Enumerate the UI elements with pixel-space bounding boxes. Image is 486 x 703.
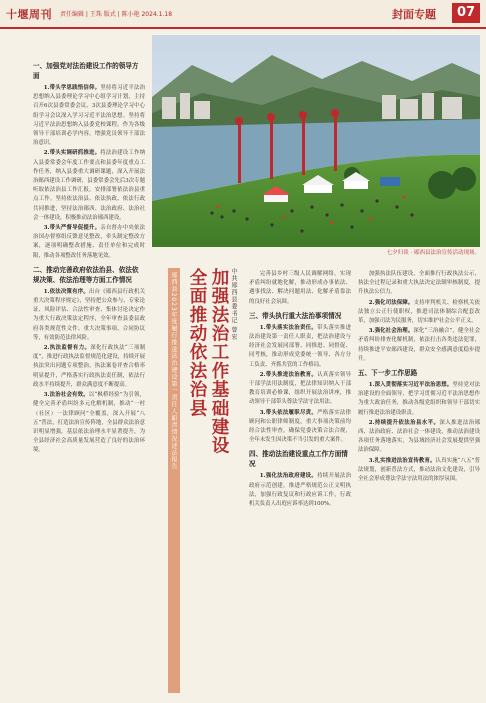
article-subtitle: 郧西县2023年度履行推进法治建设第一责任人职责情况述法报告 (170, 272, 177, 471)
paragraph-text: 加强执法队伍建设，全面推行行政执法公示，执法全过程记录和重大执法决定法制审核制度，提升执法公信力。 (358, 271, 480, 296)
body-paragraph (358, 270, 480, 298)
paragraph-text: 完善县乡村三级人民调解网络，实现矛盾纠纷就地化解，推动形成办事依法、遇事找法、解决问题用法、化解矛盾靠法的良好社会氛围。 (249, 271, 351, 305)
paragraph-lead: 2.带头实调研抓推进。 (43, 150, 101, 157)
paragraph-text: 认真落实领导干部学法用法制度，把法律知识纳入干部教育培训必修课，组织开展法治讲座，推动领导干部带头尊法学法守法用法。 (249, 371, 351, 406)
event-photo-illustration (152, 35, 480, 247)
header-rule (0, 27, 486, 29)
paragraph-text: 支持审判机关、检察机关依法独立公正行使职权，推进司法体制综合配套改革，加强司法为民服务，切实维护社会公平正义。 (358, 299, 480, 325)
body-paragraph (358, 419, 480, 456)
body-paragraph (249, 409, 351, 446)
paragraph-text: 坚持将习近平法治思想纳入县委理论学习中心组学习计划，主持召开6次县委常委会议、3次县委理论学习中心组学习会议深入学习习近平法治思想。坚持将习近平法治思想纳入县委党校课程，作为各级领导干部培训必学内容，增强党员领导干部法治意识。 (33, 85, 145, 147)
paragraph-text: 认真实施“八五”普法规划，创新普法方式，推动法治文化建设，引导全社会形成尊法学法守法用法的浓厚氛围。 (358, 457, 480, 483)
article-author: 中共郧西县委书记 曾宏 (230, 268, 237, 341)
section-heading: 四、推动法治建设重点工作方面情况 (249, 450, 348, 469)
paragraph-lead: 3.带头依法履职尽责。 (259, 409, 318, 416)
masthead-logo: 十堰周刊 (6, 8, 52, 21)
paragraph-text: 深化行政执法“三项制度”，推进行政执法监督规范化建设，持续开展执法突出问题专项整治，执法案卷评查合格率明显提升，严格落实行政执法责任制，依法行政水平持续提升，群众满意度不断提高。 (33, 345, 145, 388)
paragraph-lead: 1.强化法治政府建设。 (259, 473, 318, 480)
article-title-line: 全面推动依法治县 (187, 268, 207, 418)
section-title: 封面专题 (392, 8, 436, 21)
paragraph-lead: 3.法治社会有效。 (43, 392, 89, 399)
body-paragraph (33, 149, 145, 223)
photo-caption: 七夕归谈 · 郧西县法治宣传活动现场。 (386, 250, 480, 256)
article-column-4 (358, 270, 480, 690)
paragraph-lead: 3.带头严督导促提升。 (43, 225, 101, 232)
paragraph-text: 将法治建设工作纳入县委常委会年度工作要点和县委年度重点工作任务，纳入县委重大调研课题，深入开展法治郧西建设工作调研，县委常委会先后3次专题听取依法治县工作汇报，安排部署依法治县重点工作。坚持依法治县、依法执政、依法行政共同推进，坚持法治郧西、法治政府、法治社会一体建设，积极推动法治郧西建设。 (33, 150, 145, 221)
section-heading: 三、带头执行重大法治事项情况 (249, 311, 342, 320)
paragraph-lead: 1.深入贯彻落实习近平法治思想。 (368, 382, 453, 389)
paragraph-lead: 1.带头落实法治责任。 (259, 324, 318, 331)
body-paragraph (33, 224, 145, 261)
article-column-3 (249, 270, 351, 690)
body-paragraph (249, 270, 351, 307)
paragraph-lead: 2.强化司法保障。 (368, 299, 414, 306)
event-photo (152, 35, 480, 247)
paragraph-lead: 2.执法监督有力。 (43, 345, 91, 352)
body-paragraph (249, 371, 351, 408)
section-heading: 二、推动完善政府依法治县、依法依规决策、依法治理等方面工作情况 (33, 265, 139, 284)
article-title-line: 加强法治工作基础建设 (209, 268, 229, 455)
article-column-1 (33, 57, 145, 697)
paragraph-text: 带头落实推进法治建设第一责任人职责，把法治建设与经济社会发展同部署、同推进、同督促、同考核，推动形成党委统一领导、各方分工负责、齐抓共管的工作格局。 (249, 324, 351, 368)
body-paragraph (249, 472, 351, 509)
section-heading: 一、加强党对法治建设工作的领导方面 (33, 62, 139, 80)
page-number: 07 (452, 3, 480, 23)
paragraph-text: 持续开展法治政府示范创建，推进严格规范公正文明执法，加强行政复议和行政应诉工作，行政机关负责人出庭应诉率达到100%。 (249, 473, 351, 508)
body-paragraph (358, 327, 480, 364)
paragraph-lead: 3.强化社会治理。 (368, 328, 414, 335)
paragraph-text: 亲自督办中央依法治国办督察组反馈意见整改，牵头制定整改方案，逐项明确整改措施、责任单位和完成时限，推动各项整改任务落地见效。 (33, 225, 145, 259)
body-paragraph (358, 381, 480, 418)
paragraph-text: 以“枫桥经验”为引领，健全完善矛盾纠纷多元化解机制，推动“一村（社区）一法律顾问”全覆盖，深入开展“八五”普法，打造法治宣传阵地，全县群众法治意识明显增强，基层依法治理水平显著提升，为全县经济社会高质量发展营造了良好的法治环境。 (33, 392, 145, 454)
body-paragraph (33, 288, 145, 343)
section-heading: 五、下一步工作思路 (358, 369, 418, 378)
editor-credits: 责任编辑 | 王珠 版式 | 陈小艳 2024.1.18 (60, 11, 173, 18)
paragraph-lead: 2.带头推进法治教育。 (259, 371, 318, 378)
body-paragraph (358, 457, 480, 485)
paragraph-text: 深化“三治融合”，健全社会矛盾纠纷排查化解机制，依法打击各类违法犯罪，持续推进平安郧西建设，群众安全感满意度稳步提升。 (358, 328, 480, 362)
paragraph-lead: 1.带头学思践悟信仰。 (43, 85, 101, 91)
paragraph-lead: 3.扎实推进法治宣传教育。 (368, 457, 436, 464)
paragraph-lead: 2.持续提升依法治县水平。 (368, 419, 440, 426)
body-paragraph (358, 299, 480, 327)
body-paragraph (33, 391, 145, 455)
body-paragraph (33, 344, 145, 390)
paragraph-text: 深入推进法治郧西、法治政府、法治社会一体建设，推动法治建设各项任务落地落实，为县域经济社会发展提供坚强法治保障。 (358, 419, 480, 454)
paragraph-text: 出台《郧西县行政机关重大决策程序规定》，坚持把公众参与、专家论证、风险评估、合法性审查、集体讨论决定作为重大行政决策法定程序，全年审查县委县政府各类规范性文件、重大决策事项、合同协议等，有效防范法律风险。 (33, 288, 145, 341)
paragraph-text: 严格落实法律顾问和公职律师制度，重大事项决策前均经合法性审查，确保党委决策合法合规，全年未发生因决策不当引发的重大案件。 (249, 409, 351, 444)
body-paragraph (249, 324, 351, 370)
article-title (186, 268, 230, 688)
body-paragraph (33, 84, 145, 148)
paragraph-text: 坚持党对法治建设的全面领导，把学习贯彻习近平法治思想作为重大政治任务，推动各级党组织和领导干部切实履行推进法治建设职责。 (358, 382, 480, 416)
paragraph-lead: 1.依法决策有序。 (43, 288, 89, 295)
